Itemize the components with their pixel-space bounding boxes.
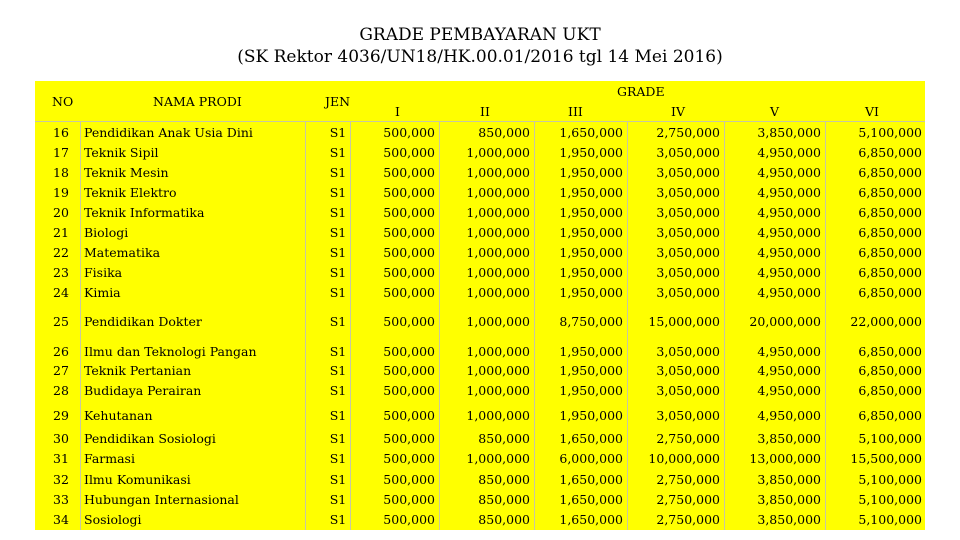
row-nama-prodi: Teknik Pertanian	[84, 363, 192, 378]
row-grade-5: 4,950,000	[757, 165, 821, 180]
row-grade-4: 3,050,000	[656, 363, 720, 378]
row-nama-prodi: Teknik Informatika	[84, 205, 205, 220]
column-divider	[825, 121, 826, 530]
row-grade-1: 500,000	[383, 245, 435, 260]
row-nama-prodi: Biologi	[84, 225, 129, 240]
row-grade-4: 3,050,000	[656, 185, 720, 200]
row-jen: S1	[329, 492, 347, 507]
row-grade-1: 500,000	[383, 285, 435, 300]
row-jen: S1	[329, 245, 347, 260]
row-grade-2: 1,000,000	[466, 285, 530, 300]
row-grade-1: 500,000	[383, 512, 435, 527]
row-grade-2: 1,000,000	[466, 451, 530, 466]
row-grade-4: 2,750,000	[656, 431, 720, 446]
row-nama-prodi: Ilmu dan Teknologi Pangan	[84, 344, 257, 359]
row-jen: S1	[329, 512, 347, 527]
row-grade-6: 22,000,000	[850, 314, 922, 329]
row-grade-4: 2,750,000	[656, 125, 720, 140]
row-grade-1: 500,000	[383, 125, 435, 140]
row-grade-3: 8,750,000	[559, 314, 623, 329]
row-jen: S1	[329, 225, 347, 240]
row-no: 20	[53, 205, 69, 220]
row-grade-4: 2,750,000	[656, 512, 720, 527]
row-grade-6: 5,100,000	[858, 512, 922, 527]
row-grade-2: 1,000,000	[466, 383, 530, 398]
row-no: 25	[53, 314, 69, 329]
row-no: 28	[53, 383, 69, 398]
row-grade-1: 500,000	[383, 383, 435, 398]
row-grade-1: 500,000	[383, 472, 435, 487]
row-grade-5: 3,850,000	[757, 472, 821, 487]
row-grade-5: 4,950,000	[757, 408, 821, 423]
row-grade-3: 1,650,000	[559, 512, 623, 527]
row-grade-1: 500,000	[383, 165, 435, 180]
header-jen: JEN	[325, 94, 351, 109]
row-grade-6: 6,850,000	[858, 344, 922, 359]
row-grade-4: 3,050,000	[656, 225, 720, 240]
row-grade-2: 1,000,000	[466, 245, 530, 260]
row-grade-2: 1,000,000	[466, 205, 530, 220]
row-nama-prodi: Pendidikan Sosiologi	[84, 431, 216, 446]
row-grade-1: 500,000	[383, 145, 435, 160]
row-grade-2: 1,000,000	[466, 363, 530, 378]
row-grade-5: 3,850,000	[757, 512, 821, 527]
row-grade-3: 1,650,000	[559, 492, 623, 507]
row-grade-4: 3,050,000	[656, 344, 720, 359]
row-grade-2: 850,000	[478, 512, 530, 527]
row-jen: S1	[329, 451, 347, 466]
row-jen: S1	[329, 344, 347, 359]
header-grade: GRADE	[617, 84, 665, 99]
row-grade-2: 850,000	[478, 431, 530, 446]
row-grade-3: 1,950,000	[559, 383, 623, 398]
row-grade-3: 1,950,000	[559, 285, 623, 300]
column-divider	[305, 121, 306, 530]
row-grade-5: 3,850,000	[757, 125, 821, 140]
row-grade-6: 6,850,000	[858, 408, 922, 423]
row-grade-1: 500,000	[383, 185, 435, 200]
row-jen: S1	[329, 431, 347, 446]
row-jen: S1	[329, 363, 347, 378]
row-no: 26	[53, 344, 69, 359]
row-jen: S1	[329, 408, 347, 423]
row-grade-2: 1,000,000	[466, 185, 530, 200]
row-grade-4: 3,050,000	[656, 165, 720, 180]
row-grade-4: 3,050,000	[656, 205, 720, 220]
row-no: 24	[53, 285, 69, 300]
row-grade-1: 500,000	[383, 492, 435, 507]
row-nama-prodi: Kehutanan	[84, 408, 153, 423]
row-no: 21	[53, 225, 69, 240]
row-no: 30	[53, 431, 69, 446]
page-subtitle: (SK Rektor 4036/UN18/HK.00.01/2016 tgl 14 Mei 2016)	[237, 47, 723, 67]
row-grade-5: 4,950,000	[757, 145, 821, 160]
row-grade-4: 3,050,000	[656, 408, 720, 423]
row-grade-6: 5,100,000	[858, 472, 922, 487]
row-no: 34	[53, 512, 69, 527]
row-grade-2: 1,000,000	[466, 145, 530, 160]
column-divider	[534, 121, 535, 530]
row-grade-2: 850,000	[478, 472, 530, 487]
row-grade-6: 5,100,000	[858, 125, 922, 140]
row-no: 31	[53, 451, 69, 466]
row-grade-1: 500,000	[383, 205, 435, 220]
row-grade-5: 4,950,000	[757, 344, 821, 359]
row-grade-3: 1,650,000	[559, 472, 623, 487]
page-title: GRADE PEMBAYARAN UKT	[359, 25, 601, 45]
row-grade-6: 6,850,000	[858, 245, 922, 260]
row-grade-3: 1,950,000	[559, 363, 623, 378]
row-no: 33	[53, 492, 69, 507]
row-grade-2: 1,000,000	[466, 344, 530, 359]
row-grade-4: 10,000,000	[648, 451, 720, 466]
row-grade-6: 6,850,000	[858, 285, 922, 300]
row-no: 18	[53, 165, 69, 180]
row-grade-6: 6,850,000	[858, 383, 922, 398]
header-divider	[35, 121, 925, 122]
row-grade-3: 1,950,000	[559, 165, 623, 180]
row-grade-6: 6,850,000	[858, 225, 922, 240]
row-grade-1: 500,000	[383, 408, 435, 423]
header-no: NO	[52, 94, 74, 109]
row-grade-2: 850,000	[478, 125, 530, 140]
row-grade-4: 2,750,000	[656, 492, 720, 507]
row-grade-4: 2,750,000	[656, 472, 720, 487]
row-grade-1: 500,000	[383, 225, 435, 240]
row-grade-2: 1,000,000	[466, 314, 530, 329]
row-grade-2: 1,000,000	[466, 225, 530, 240]
row-grade-4: 3,050,000	[656, 285, 720, 300]
row-jen: S1	[329, 383, 347, 398]
row-grade-2: 1,000,000	[466, 265, 530, 280]
row-grade-6: 6,850,000	[858, 265, 922, 280]
row-grade-3: 1,950,000	[559, 225, 623, 240]
row-no: 29	[53, 408, 69, 423]
row-nama-prodi: Hubungan Internasional	[84, 492, 239, 507]
row-nama-prodi: Teknik Sipil	[84, 145, 159, 160]
row-jen: S1	[329, 185, 347, 200]
row-grade-4: 3,050,000	[656, 245, 720, 260]
row-jen: S1	[329, 472, 347, 487]
row-jen: S1	[329, 125, 347, 140]
row-grade-3: 1,950,000	[559, 245, 623, 260]
row-no: 23	[53, 265, 69, 280]
row-grade-6: 6,850,000	[858, 145, 922, 160]
row-grade-3: 1,650,000	[559, 431, 623, 446]
row-grade-1: 500,000	[383, 314, 435, 329]
row-nama-prodi: Pendidikan Anak Usia Dini	[84, 125, 253, 140]
row-nama-prodi: Fisika	[84, 265, 123, 280]
row-grade-5: 4,950,000	[757, 205, 821, 220]
row-grade-5: 20,000,000	[749, 314, 821, 329]
header-grade-6: VI	[865, 104, 879, 119]
row-grade-5: 4,950,000	[757, 363, 821, 378]
row-grade-3: 1,950,000	[559, 185, 623, 200]
row-grade-3: 1,950,000	[559, 344, 623, 359]
header-nama-prodi: NAMA PRODI	[153, 94, 242, 109]
row-nama-prodi: Matematika	[84, 245, 161, 260]
row-no: 16	[53, 125, 69, 140]
row-no: 19	[53, 185, 69, 200]
row-nama-prodi: Pendidikan Dokter	[84, 314, 202, 329]
row-grade-1: 500,000	[383, 431, 435, 446]
row-grade-5: 4,950,000	[757, 245, 821, 260]
column-divider	[627, 121, 628, 530]
row-jen: S1	[329, 165, 347, 180]
row-no: 32	[53, 472, 69, 487]
row-grade-2: 850,000	[478, 492, 530, 507]
row-grade-3: 1,950,000	[559, 205, 623, 220]
row-jen: S1	[329, 145, 347, 160]
row-grade-6: 5,100,000	[858, 492, 922, 507]
row-grade-4: 3,050,000	[656, 265, 720, 280]
row-grade-5: 4,950,000	[757, 285, 821, 300]
row-grade-6: 5,100,000	[858, 431, 922, 446]
row-jen: S1	[329, 265, 347, 280]
row-nama-prodi: Teknik Elektro	[84, 185, 177, 200]
row-grade-3: 6,000,000	[559, 451, 623, 466]
row-jen: S1	[329, 314, 347, 329]
row-nama-prodi: Farmasi	[84, 451, 135, 466]
row-grade-3: 1,950,000	[559, 265, 623, 280]
row-grade-5: 3,850,000	[757, 431, 821, 446]
row-jen: S1	[329, 285, 347, 300]
row-grade-1: 500,000	[383, 363, 435, 378]
row-grade-5: 4,950,000	[757, 383, 821, 398]
row-grade-1: 500,000	[383, 451, 435, 466]
header-grade-1: I	[395, 104, 400, 119]
row-grade-3: 1,950,000	[559, 408, 623, 423]
row-no: 17	[53, 145, 69, 160]
row-grade-2: 1,000,000	[466, 408, 530, 423]
row-nama-prodi: Budidaya Perairan	[84, 383, 202, 398]
row-grade-5: 3,850,000	[757, 492, 821, 507]
header-grade-5: V	[770, 104, 780, 119]
row-grade-6: 6,850,000	[858, 205, 922, 220]
row-no: 22	[53, 245, 69, 260]
row-grade-3: 1,650,000	[559, 125, 623, 140]
row-grade-4: 15,000,000	[648, 314, 720, 329]
row-nama-prodi: Kimia	[84, 285, 121, 300]
row-grade-6: 6,850,000	[858, 363, 922, 378]
row-grade-4: 3,050,000	[656, 145, 720, 160]
header-grade-2: II	[480, 104, 490, 119]
row-grade-2: 1,000,000	[466, 165, 530, 180]
row-grade-1: 500,000	[383, 344, 435, 359]
row-grade-5: 4,950,000	[757, 185, 821, 200]
ukt-table	[35, 81, 925, 530]
row-grade-6: 15,500,000	[850, 451, 922, 466]
row-grade-5: 4,950,000	[757, 265, 821, 280]
row-grade-6: 6,850,000	[858, 165, 922, 180]
row-grade-5: 13,000,000	[749, 451, 821, 466]
row-grade-4: 3,050,000	[656, 383, 720, 398]
row-no: 27	[53, 363, 69, 378]
row-nama-prodi: Sosiologi	[84, 512, 142, 527]
header-grade-3: III	[568, 104, 583, 119]
column-divider	[80, 121, 81, 530]
column-divider	[724, 121, 725, 530]
row-nama-prodi: Teknik Mesin	[84, 165, 169, 180]
row-nama-prodi: Ilmu Komunikasi	[84, 472, 191, 487]
header-grade-4: IV	[671, 104, 685, 119]
row-jen: S1	[329, 205, 347, 220]
row-grade-5: 4,950,000	[757, 225, 821, 240]
row-grade-6: 6,850,000	[858, 185, 922, 200]
row-grade-3: 1,950,000	[559, 145, 623, 160]
column-divider	[439, 121, 440, 530]
row-grade-1: 500,000	[383, 265, 435, 280]
